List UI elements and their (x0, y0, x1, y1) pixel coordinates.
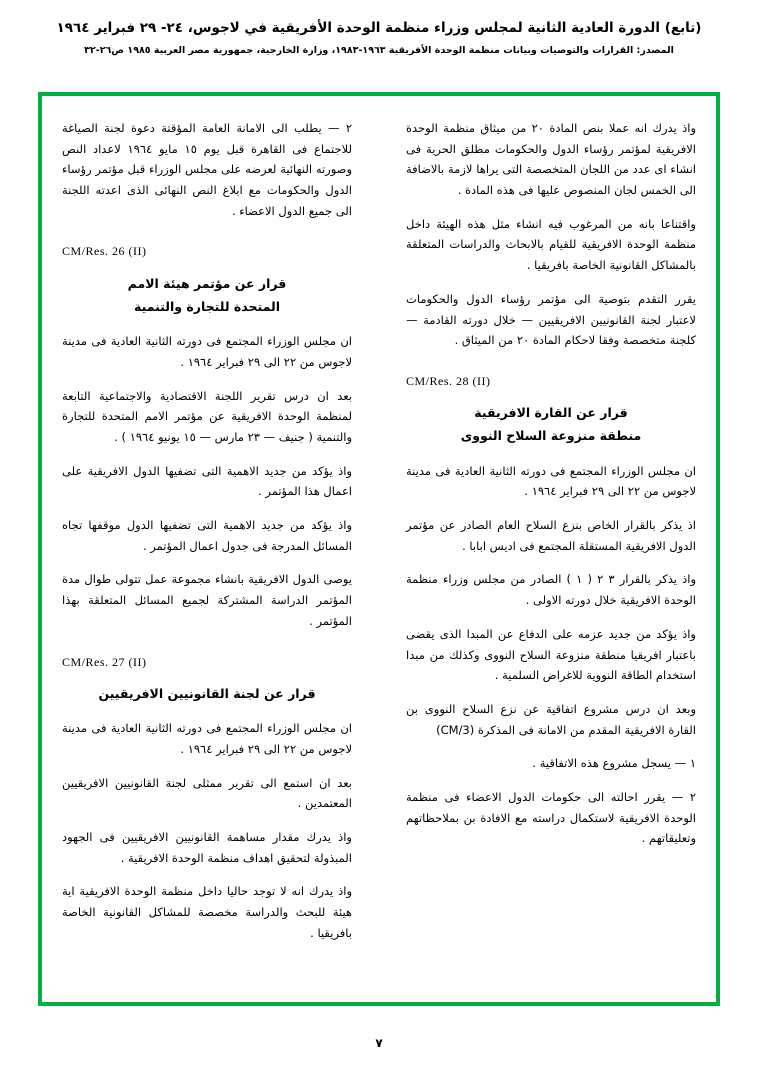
resolution-title-26-line2: المتحدة للتجارة والتنمية (134, 299, 280, 315)
paragraph: يوصى الدول الافريقية بانشاء مجموعة عمل تتولى طوال مدة المؤتمر الدراسة المشتركة لجميع المسائل المتعلقة بهذا المؤتمر . (62, 572, 352, 628)
paragraph: ان مجلس الوزراء المجتمع فى دورته الثانية العادية فى مدينة لاجوس من ٢٢ الى ٢٩ فبراير ١٩٦٤ . (62, 334, 352, 369)
document-source-note: المصدر: القرارات والتوصيات وبيانات منظمة الوحدة الأفريقية ١٩٦٣-١٩٨٣، وزارة الخارجية، جمهورية مصر العربية ١٩٨٥ ص٢٦-٣٢ (84, 45, 674, 57)
resolution-id-27: CM/Res. 27 (II) (62, 654, 147, 669)
paragraph: واذ يدرك انه عملا بنص المادة ٢٠ من ميثاق منظمة الوحدة الافريقية لمؤتمر رؤساء الدول والحكومات مطلق الحرية فى انشاء اى عدد من اللجان المتخصصة التى يراها لازمة بالاضافة الى الخمس لجان المنصوص عليها فى هذه المادة . (406, 121, 696, 198)
document-title: (تابع) الدورة العادية الثانية لمجلس وزراء منظمة الوحدة الأفريقية في لاجوس، ٢٤- ٢٩ فبراير ١٩٦٤ (56, 20, 702, 36)
resolution-title-26-line1: قرار عن مؤتمر هيئة الامم (127, 275, 287, 291)
paragraph: واذ يدرك مقدار مساهمة القانونيين الافريقيين فى الجهود المبذولة لتحقيق اهداف منظمة الوحدة الافريقية . (62, 829, 352, 865)
paragraph: واذ يدرك انه لا توجد حاليا داخل منظمة الوحدة الافريقية اية هيئة للبحث والدراسة مخصصة للمشاكل القانونية الخاصة بافريقيا . (62, 884, 352, 940)
list-item: ٢ — يقرر احالته الى حكومات الدول الاعضاء فى منظمة الوحدة الافريقية لاستكمال دراسته مع الافادة بن بملاحظاتهم وتعليقاتهم . (406, 789, 696, 846)
paragraph: واقتناعا بانه من المرغوب فيه انشاء مثل هذه الهيئة داخل منظمة الوحدة الافريقية للقيام بالابحاث والدراسات المتعلقة بالمشاكل القانونية الخاصة بافريقيا . (406, 216, 696, 273)
resolution-id-26: CM/Res. 26 (II) (62, 244, 147, 259)
paragraph: بعد ان درس تقرير اللجنة الاقتصادية والاجتماعية التابعة لمنظمة الوحدة الافريقية عن مؤتمر الامم المتحدة للتجارة والتنمية ( جنيف — ٢٣ مارس — ١٥ يونيو ١٩٦٤ ) . (62, 388, 352, 445)
paragraph: واذ يؤكد من جديد الاهمية التى تضفيها الدول موقفها تجاه المسائل المدرجة فى جدول اعمال المؤتمر . (62, 518, 352, 553)
resolution-title-28-line2: منطقة منزوعة السلاح النووى (460, 428, 642, 444)
resolution-title-28-line1: قرار عن القارة الافريقية (474, 405, 628, 421)
paragraph: اذ يذكر بالقرار الخاص بنزع السلاح العام الصادر عن مؤتمر الدول الافريقية المستقلة المجتمع فى اديس ابابا . (406, 518, 696, 553)
document-header (0, 0, 758, 56)
left-text-column (396, 104, 706, 994)
paragraph: واذ يؤكد من جديد عزمه على الدفاع عن المبدا الذى يقضى باعتبار افريقيا منطقة منزوعة السلاح النووى وكذلك من مبدا استخدام الطاقة النووية للاغراض السلمية . (406, 626, 696, 683)
paragraph: ٢ — يطلب الى الامانة العامة المؤقتة دعوة لجنة الصياغة للاجتماع فى القاهرة قبل يوم ١٥ مايو ١٩٦٤ لاعداد النص وصورته النهائية لعرضه على مجلس الوزراء قبل مؤتمر رؤساء الدول والحكومات مع ابلاغ النص النهائى الذى اعدته اللجنة الى جميع الدول الاعضاء . (62, 121, 352, 218)
paragraph: يقرر التقدم بتوصية الى مؤتمر رؤساء الدول والحكومات لاعتبار لجنة القانونيين الافريقيين — خلال دورته القادمة — كلجنة متخصصة وفقا لاحكام المادة ٢٠ من الميثاق . (406, 291, 696, 348)
paragraph: واذ يؤكد من جديد الاهمية التى تضفيها الدول الافريقية على اعمال هذا المؤتمر . (62, 463, 352, 499)
paragraph: ان مجلس الوزراء المجتمع فى دورته الثانية العادية فى مدينة لاجوس من ٢٢ الى ٢٩ فبراير ١٩٦٤ . (406, 463, 696, 499)
paragraph: واذ يذكر بالقرار ٣ ٢ ( ١ ) الصادر من مجلس وزراء منظمة الوحدة الافريقية خلال دورته الاولى . (406, 572, 696, 608)
resolution-title-27: قرار عن لجنة القانونيين الافريقيين (98, 685, 316, 701)
right-text-column (52, 104, 362, 994)
list-item: ١ — يسجل مشروع هذه الاتفاقية . (532, 756, 696, 771)
paragraph: ان مجلس الوزراء المجتمع فى دورته الثانية العادية فى مدينة لاجوس من ٢٢ الى ٢٩ فبراير ١٩٦٤ . (62, 721, 352, 756)
paragraph: وبعد ان درس مشروع اتفاقية عن نزع السلاح النووى بن القارة الافريقية المقدم من الامانة فى المذكرة (CM/3) (406, 701, 696, 737)
page-number: ٧ (375, 1036, 383, 1050)
two-column-body (52, 104, 706, 994)
resolution-id-28: CM/Res. 28 (II) (406, 373, 491, 388)
paragraph: بعد ان استمع الى تقرير ممثلى لجنة القانونيين الافريقيين المعتمدين . (62, 775, 352, 811)
